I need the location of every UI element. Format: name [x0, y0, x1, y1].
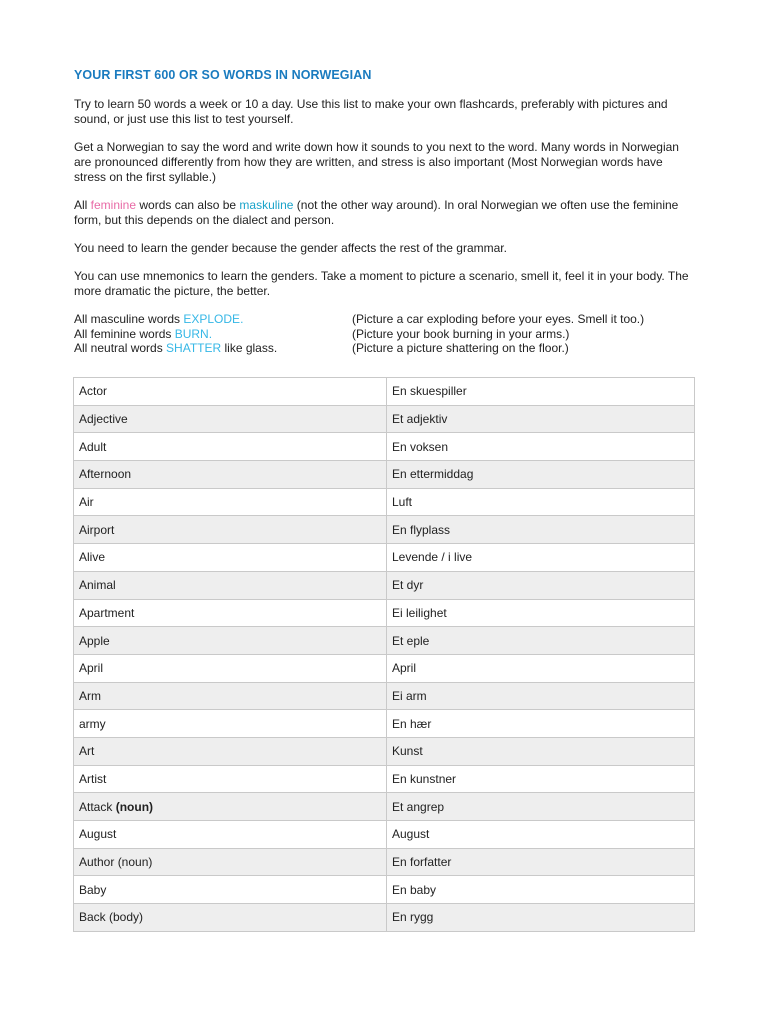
english-word: April [79, 661, 104, 676]
norwegian-word: En hær [392, 716, 432, 731]
table-row [74, 461, 695, 489]
norwegian-word-cell [387, 737, 695, 765]
norwegian-word: En flyplass [392, 522, 451, 537]
vocabulary-table [73, 377, 695, 932]
english-word: Attack [79, 799, 113, 814]
norwegian-word-cell [387, 765, 695, 793]
table-row [74, 627, 695, 655]
rule-note: (Picture your book burning in your arms.) [352, 326, 570, 341]
rule-note: (Picture a car exploding before your eyes. Smell it too.) [352, 312, 645, 326]
rule-keyword: BURN. [174, 326, 213, 341]
rule-prefix: All feminine words [74, 326, 175, 341]
norwegian-word: En skuespiller [392, 384, 467, 399]
english-word: Arm [79, 688, 101, 703]
norwegian-word-cell [387, 710, 695, 738]
english-word-cell [74, 682, 387, 710]
norwegian-word-cell [387, 627, 695, 655]
english-word-cell [74, 405, 387, 433]
norwegian-word-cell [387, 821, 695, 849]
norwegian-word: Kunst [392, 744, 423, 759]
english-word: Artist [79, 771, 107, 786]
rule-suffix: like glass. [221, 341, 278, 355]
norwegian-word-cell [387, 793, 695, 821]
rule-prefix: All neutral words [74, 341, 167, 355]
intro-p3-before: All [74, 198, 91, 212]
intro-p3-after: (not the other way around). In oral Norwegian we often use the feminine form, but this depends on the dialect and person. [74, 198, 679, 227]
norwegian-word: En voksen [392, 439, 449, 454]
english-word-cell [74, 378, 387, 406]
english-word: Apartment [79, 605, 135, 620]
norwegian-word-cell [387, 488, 695, 516]
norwegian-word-cell [387, 654, 695, 682]
norwegian-word-cell [387, 461, 695, 489]
english-word: Afternoon [79, 467, 132, 482]
norwegian-word: En kunstner [392, 771, 457, 786]
table-row [74, 433, 695, 461]
table-row [74, 876, 695, 904]
document-page [74, 67, 696, 356]
table-row [74, 737, 695, 765]
norwegian-word-cell [387, 848, 695, 876]
norwegian-word: En ettermiddag [392, 467, 474, 482]
english-word-cell [74, 544, 387, 572]
norwegian-word-cell [387, 433, 695, 461]
english-word: Alive [79, 550, 106, 565]
english-word-qualifier: (noun) [115, 799, 154, 814]
english-word-cell [74, 737, 387, 765]
english-word: Apple [79, 633, 110, 648]
english-word-cell [74, 710, 387, 738]
norwegian-word: Levende / i live [392, 550, 473, 565]
vocabulary-table-body [74, 378, 695, 932]
norwegian-word-cell [387, 544, 695, 572]
gender-rule-feminine [74, 327, 696, 342]
norwegian-word: Ei arm [392, 688, 427, 703]
english-word-cell [74, 571, 387, 599]
english-word: Animal [79, 578, 116, 593]
norwegian-word: Et eple [392, 633, 430, 648]
english-word: August [79, 827, 117, 842]
english-word: Author (noun) [79, 855, 153, 870]
table-row [74, 378, 695, 406]
gender-rule-masculine [74, 312, 696, 327]
english-word: Adjective [79, 412, 128, 427]
table-row [74, 544, 695, 572]
norwegian-word-cell [387, 571, 695, 599]
norwegian-word: Et dyr [392, 578, 424, 593]
table-row [74, 654, 695, 682]
norwegian-word-cell [387, 682, 695, 710]
intro-paragraph-1: Try to learn 50 words a week or 10 a day. Use this list to make your own flashcards, preferably with pictures and sound, or just use this list to test yourself. [74, 97, 668, 126]
table-row [74, 821, 695, 849]
english-word-cell [74, 516, 387, 544]
norwegian-word: Ei leilighet [392, 605, 447, 620]
english-word: Baby [79, 882, 107, 897]
table-row [74, 904, 695, 932]
table-row [74, 488, 695, 516]
norwegian-word-cell [387, 904, 695, 932]
norwegian-word-cell [387, 516, 695, 544]
norwegian-word: Et adjektiv [392, 412, 448, 427]
english-word: Back (body) [79, 910, 144, 925]
intro-p3-middle: words can also be [136, 198, 240, 212]
english-word-cell [74, 848, 387, 876]
norwegian-word: En forfatter [392, 855, 452, 870]
english-word-cell [74, 793, 387, 821]
english-word-cell [74, 904, 387, 932]
english-word-cell [74, 461, 387, 489]
english-word-cell [74, 627, 387, 655]
english-word-cell [74, 599, 387, 627]
norwegian-word-cell [387, 405, 695, 433]
norwegian-word: April [392, 661, 417, 676]
rule-note: (Picture a picture shattering on the floor.) [352, 341, 569, 355]
table-row [74, 599, 695, 627]
norwegian-word: Et angrep [392, 799, 445, 814]
table-row [74, 571, 695, 599]
masculine-highlight: maskuline [239, 198, 294, 212]
english-word: Airport [79, 522, 115, 537]
rule-prefix: All masculine words [74, 312, 184, 326]
english-word-cell [74, 488, 387, 516]
norwegian-word: En rygg [392, 910, 434, 925]
rule-keyword: SHATTER [166, 341, 222, 355]
intro-paragraph-4: You need to learn the gender because the gender affects the rest of the grammar. [74, 241, 507, 255]
table-row [74, 793, 695, 821]
table-row [74, 682, 695, 710]
intro-paragraph-3 [74, 198, 696, 228]
gender-mnemonics [74, 312, 696, 356]
table-row [74, 848, 695, 876]
page-title: YOUR FIRST 600 OR SO WORDS IN NORWEGIAN [74, 68, 372, 82]
rule-keyword: EXPLODE. [183, 312, 244, 326]
norwegian-word-cell [387, 378, 695, 406]
english-word: Art [79, 744, 95, 759]
norwegian-word: En baby [392, 882, 437, 897]
norwegian-word-cell [387, 599, 695, 627]
english-word-cell [74, 821, 387, 849]
english-word: Actor [79, 384, 108, 399]
table-row [74, 516, 695, 544]
table-row [74, 405, 695, 433]
english-word: Adult [79, 439, 107, 454]
gender-rule-neutral [74, 341, 696, 356]
english-word: army [79, 716, 106, 731]
english-word-cell [74, 433, 387, 461]
norwegian-word-cell [387, 876, 695, 904]
intro-paragraph-2: Get a Norwegian to say the word and write down how it sounds to you next to the word. Many words in Norwegian are pronounced differently from how they are written, and stress is also important (Most Norwegian words have stress on the first syllable.) [74, 140, 679, 184]
norwegian-word: August [392, 827, 430, 842]
english-word: Air [79, 495, 94, 510]
table-row [74, 765, 695, 793]
english-word-cell [74, 765, 387, 793]
english-word-cell [74, 876, 387, 904]
feminine-highlight: feminine [90, 198, 137, 212]
table-row [74, 710, 695, 738]
intro-paragraph-5: You can use mnemonics to learn the genders. Take a moment to picture a scenario, smell it, feel it in your body. The more dramatic the picture, the better. [74, 269, 689, 298]
english-word-cell [74, 654, 387, 682]
norwegian-word: Luft [392, 495, 413, 510]
